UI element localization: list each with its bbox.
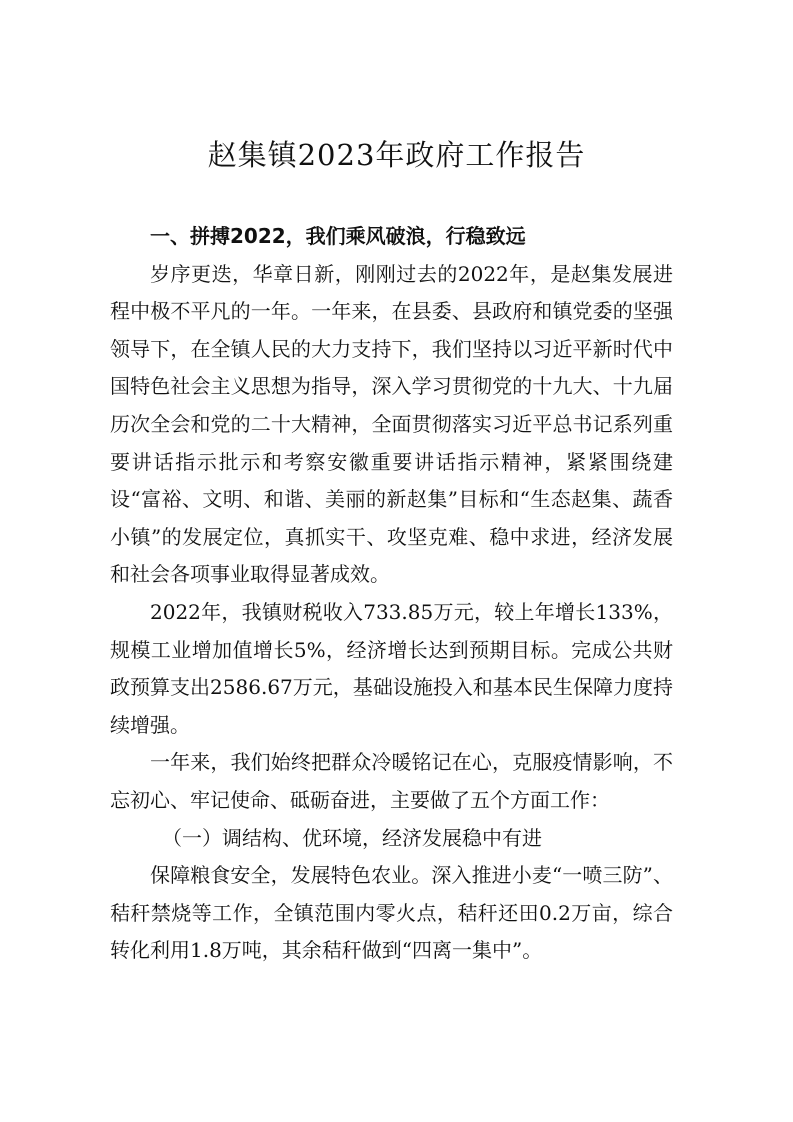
subsection-heading: （一）调结构、优环境，经济发展稳中有进 — [162, 825, 542, 850]
paragraph: 岁序更迭，华章日新，刚刚过去的2022年，是赵集发展进程中极不平凡的一年。一年来，在县委、县政府和镇党委的坚强领导下，在全镇人民的大力支持下，我们坚持以习近平新时代中国特色社会主义思想为指导，深入学习贯彻党的十九大、十九届历次全会和党的二十大精神，全面贯彻落实习近平总书记系列重要讲话指示批示和考察安徽重要讲话指示精神，紧紧围绕建设“富裕、文明、和谐、美丽的新赵集”目标和“生态赵集、蔬香小镇”的发展定位，真抓实干、攻坚克难、稳中求进，经济发展和社会各项事业取得显著成效。 — [110, 261, 673, 587]
paragraph: 2022年，我镇财税收入733.85万元，较上年增长133%，规模工业增加值增长5%，经济增长达到预期目标。完成公共财政预算支出2586.67万元，基础设施投入和基本民生保障力度持续增强。 — [110, 599, 673, 737]
section-heading: 一、拼搏2022，我们乘风破浪，行稳致远 — [150, 224, 526, 248]
paragraph: 保障粮食安全，发展特色农业。深入推进小麦“一喷三防”、秸秆禁烧等工作，全镇范围内零火点，秸秆还田0.2万亩，综合转化利用1.8万吨，其余秸秆做到“四离一集中”。 — [110, 863, 673, 963]
paragraph: 一年来，我们始终把群众冷暖铭记在心，克服疫情影响，不忘初心、牢记使命、砥砺奋进，主要做了五个方面工作： — [110, 750, 673, 812]
document-body — [110, 218, 673, 970]
document-title: 赵集镇2023年政府工作报告 — [207, 138, 586, 172]
